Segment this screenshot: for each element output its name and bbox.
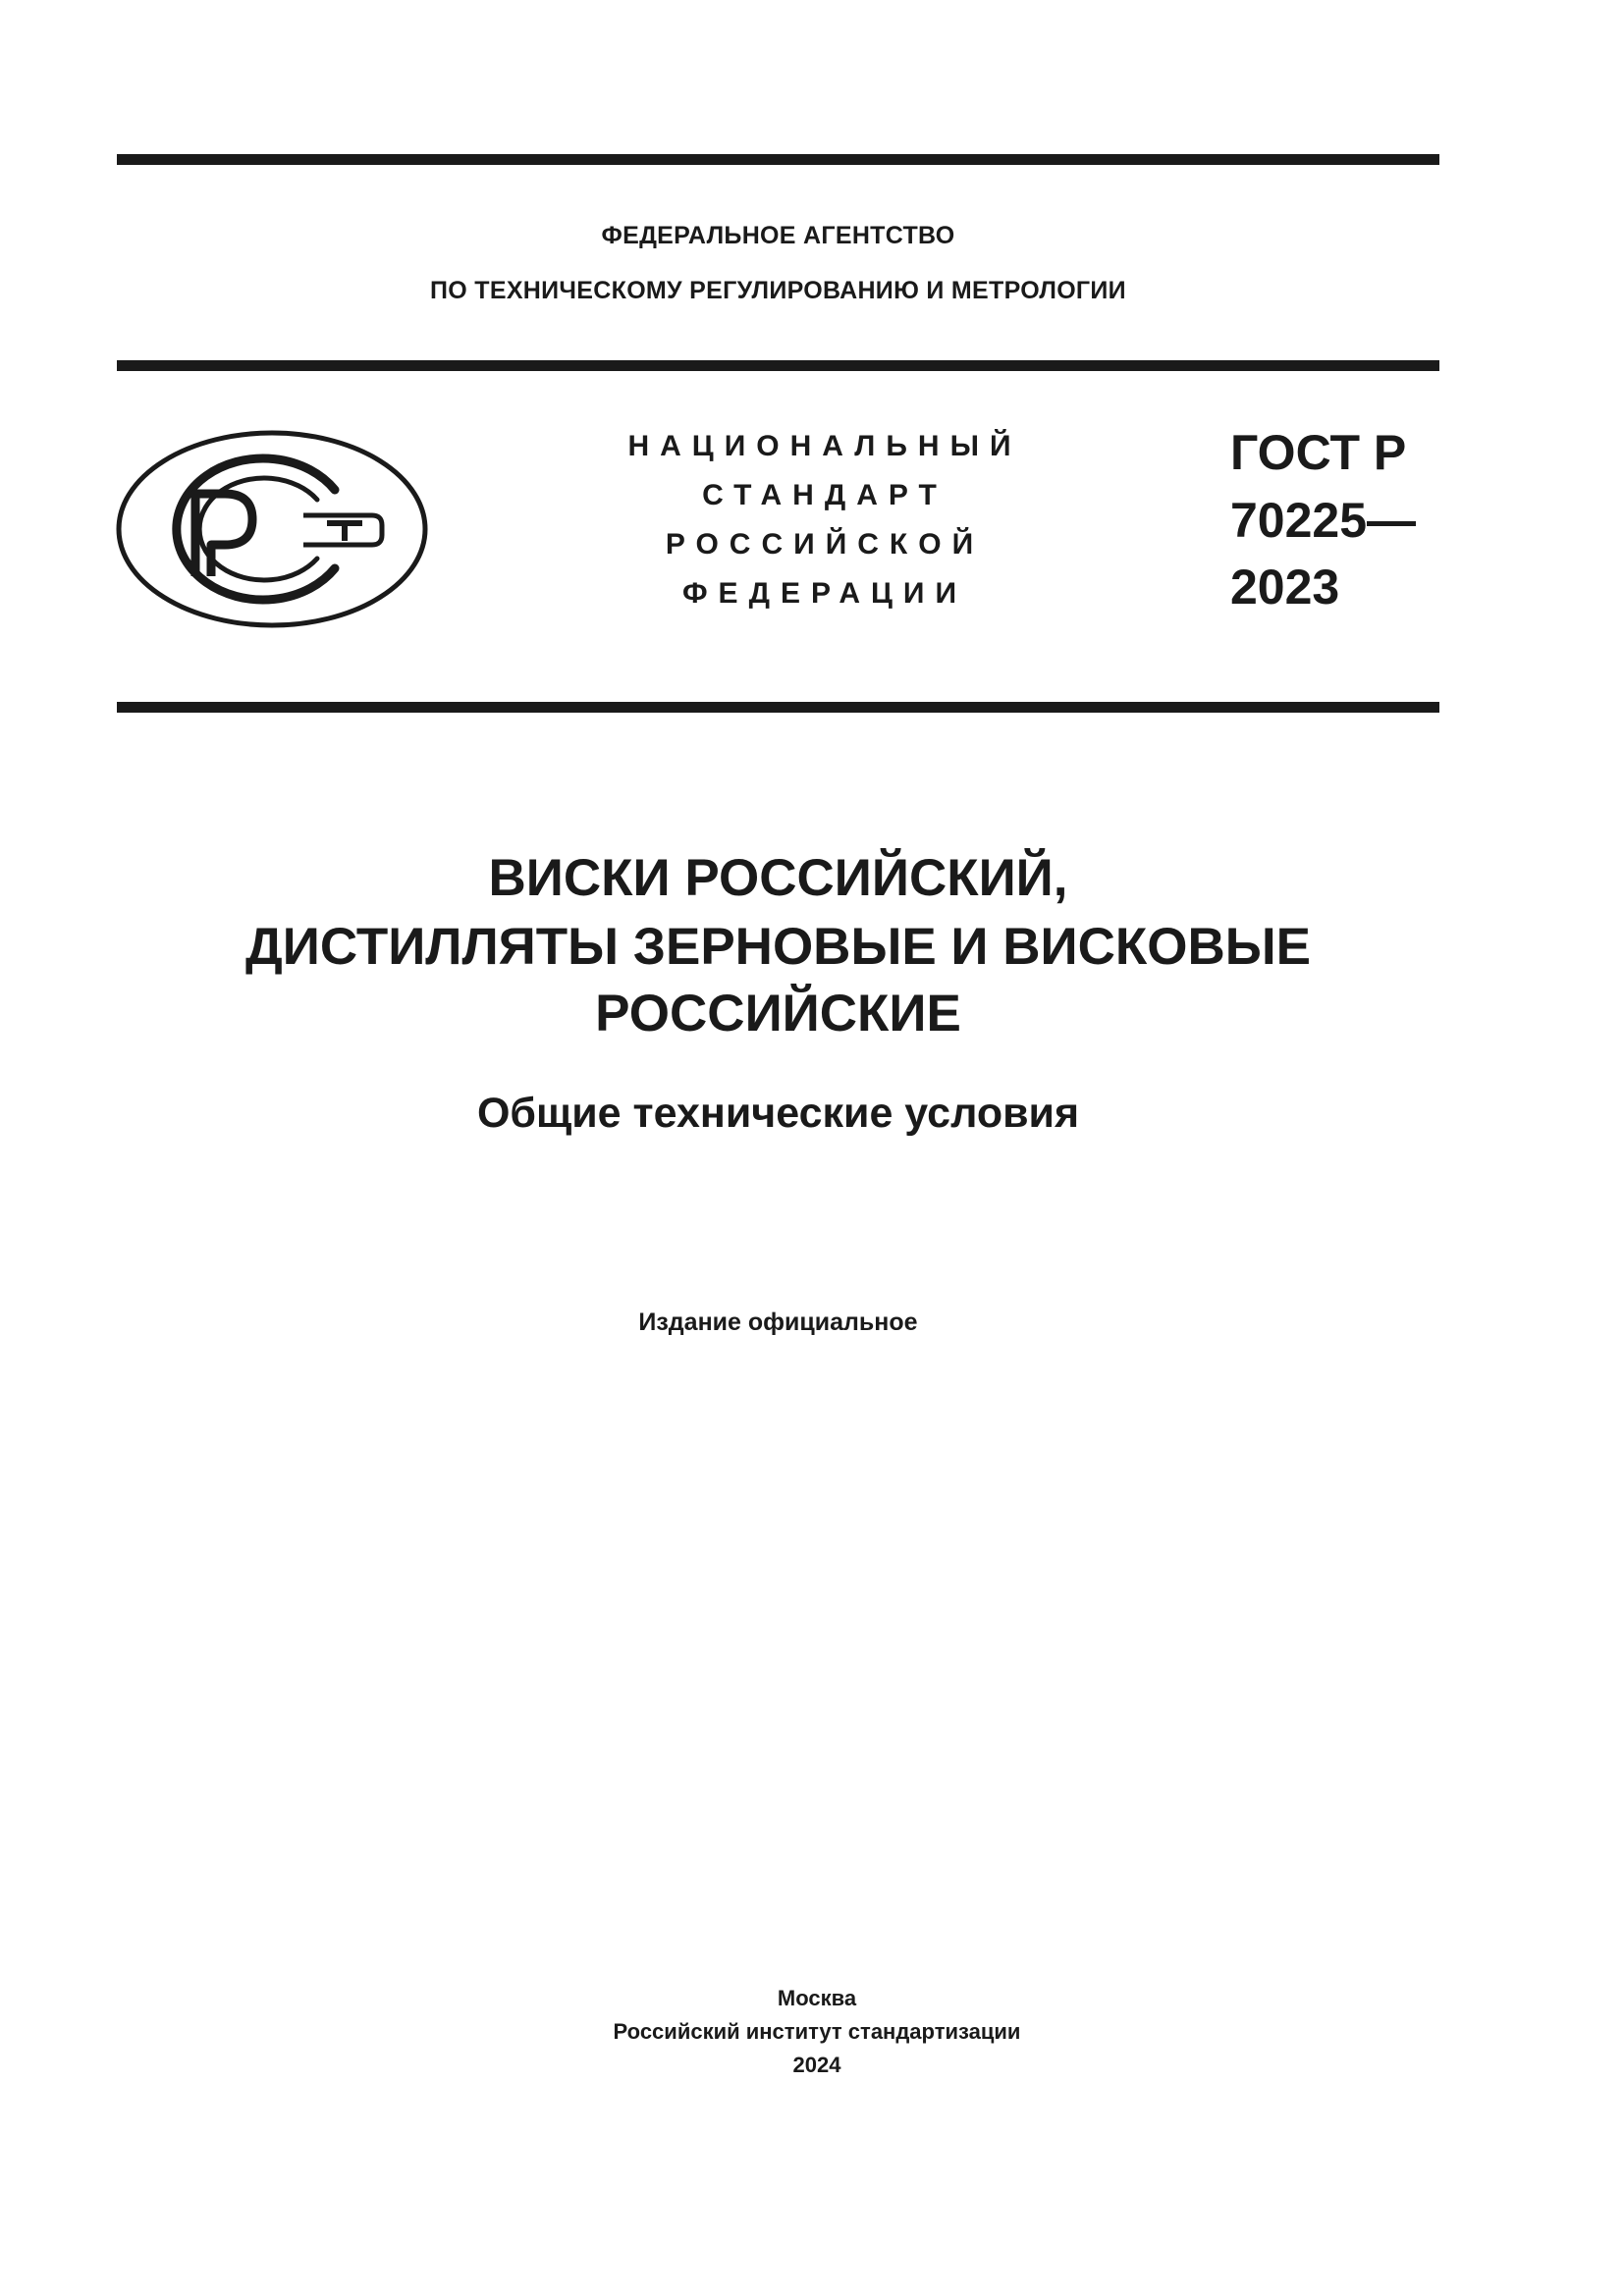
rst-certification-mark-icon xyxy=(115,429,429,629)
imprint-year: 2024 xyxy=(792,2053,841,2077)
standard-block-rule xyxy=(117,702,1439,713)
document-title-line: ВИСКИ РОССИЙСКИЙ, xyxy=(488,849,1068,907)
edition-label: Издание официальное xyxy=(638,1308,918,1336)
national-standard-line: СТАНДАРТ xyxy=(702,479,947,511)
national-standard-line: РОССИЙСКОЙ xyxy=(665,528,985,561)
gost-designation-line: 70225— xyxy=(1230,493,1417,548)
imprint-publisher: Российский институт стандартизации xyxy=(613,2019,1021,2044)
document-title-line: РОССИЙСКИЕ xyxy=(595,985,961,1042)
top-rule xyxy=(117,154,1439,165)
gost-designation-line: 2023 xyxy=(1230,560,1340,614)
gost-designation-line: ГОСТ Р xyxy=(1230,425,1407,480)
document-subtitle: Общие технические условия xyxy=(476,1090,1080,1137)
header-rule xyxy=(117,360,1439,371)
agency-name-line-2: ПО ТЕХНИЧЕСКОМУ РЕГУЛИРОВАНИЮ И МЕТРОЛОГИИ xyxy=(430,277,1126,304)
agency-name-line-1: ФЕДЕРАЛЬНОЕ АГЕНТСТВО xyxy=(601,222,955,249)
national-standard-line: ФЕДЕРАЦИИ xyxy=(681,577,968,610)
document-title-line: ДИСТИЛЛЯТЫ ЗЕРНОВЫЕ И ВИСКОВЫЕ xyxy=(245,918,1311,976)
national-standard-line: НАЦИОНАЛЬНЫЙ xyxy=(627,430,1022,462)
imprint-city: Москва xyxy=(777,1986,857,2010)
